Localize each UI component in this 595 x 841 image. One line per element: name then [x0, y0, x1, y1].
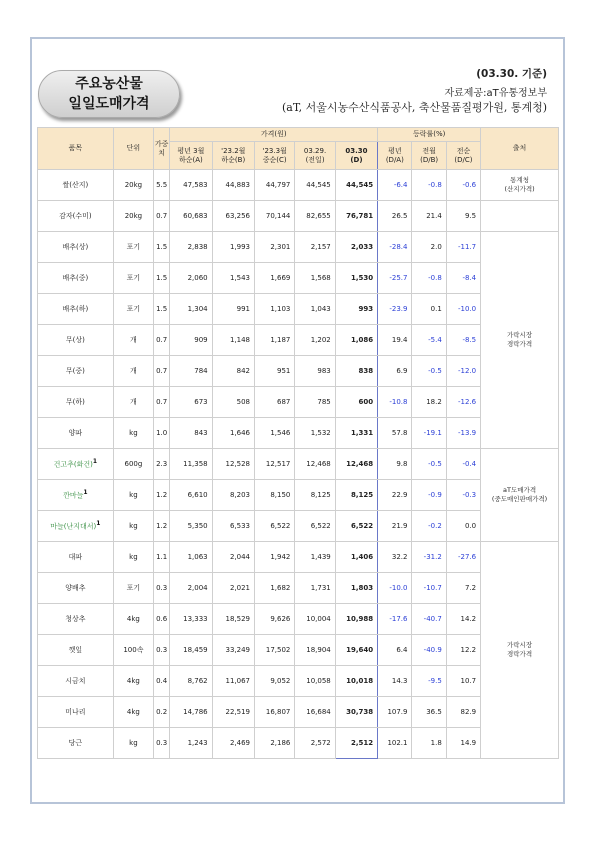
change-vs-period: -8.5 — [446, 325, 480, 356]
change-vs-normal: -10.8 — [378, 387, 412, 418]
price-mid-mar: 951 — [255, 356, 295, 387]
item-unit: 포기 — [113, 294, 153, 325]
header-weight: 가중치 — [154, 128, 170, 170]
price-normal: 2,004 — [170, 573, 212, 604]
change-vs-period: -12.0 — [446, 356, 480, 387]
change-vs-period: -13.9 — [446, 418, 480, 449]
price-normal: 784 — [170, 356, 212, 387]
change-vs-normal: 32.2 — [378, 542, 412, 573]
item-unit: 4kg — [113, 666, 153, 697]
change-vs-month: 1.8 — [412, 728, 446, 759]
item-weight: 0.7 — [154, 325, 170, 356]
price-prev-day: 10,058 — [295, 666, 335, 697]
item-name: 배추(상) — [38, 232, 114, 263]
item-name: 배추(하) — [38, 294, 114, 325]
price-today: 1,086 — [335, 325, 377, 356]
price-mid-mar: 1,103 — [255, 294, 295, 325]
change-vs-period: 10.7 — [446, 666, 480, 697]
header-price-col: '23.2월 하순(B) — [212, 142, 254, 170]
table-row — [38, 666, 559, 697]
change-vs-month: -10.7 — [412, 573, 446, 604]
price-today: 30,738 — [335, 697, 377, 728]
price-prev-day: 2,157 — [295, 232, 335, 263]
item-unit: 포기 — [113, 263, 153, 294]
change-vs-month: -40.7 — [412, 604, 446, 635]
item-unit: 20kg — [113, 201, 153, 232]
price-normal: 843 — [170, 418, 212, 449]
header-price-group: 가격(원) — [170, 128, 378, 142]
header-price-col: '23.3월 중순(C) — [255, 142, 295, 170]
change-vs-period: 12.2 — [446, 635, 480, 666]
price-normal: 5,350 — [170, 511, 212, 542]
item-name: 미나리 — [38, 697, 114, 728]
item-weight: 0.3 — [154, 728, 170, 759]
header-unit: 단위 — [113, 128, 153, 170]
change-vs-normal: 9.8 — [378, 449, 412, 480]
change-vs-normal: 19.4 — [378, 325, 412, 356]
change-vs-month: -0.5 — [412, 356, 446, 387]
price-feb: 1,148 — [212, 325, 254, 356]
price-today: 76,781 — [335, 201, 377, 232]
price-mid-mar: 687 — [255, 387, 295, 418]
footnote-mark: 1 — [96, 520, 101, 528]
item-name: 마늘(난지대서)$^1$ — [38, 511, 114, 542]
header-price-col: 평년 3월 하순(A) — [170, 142, 212, 170]
table-row — [38, 170, 559, 201]
item-weight: 1.5 — [154, 263, 170, 294]
change-vs-month: 18.2 — [412, 387, 446, 418]
price-today: 1,331 — [335, 418, 377, 449]
footnote-mark: 1 — [92, 458, 98, 466]
price-normal: 6,610 — [170, 480, 212, 511]
price-prev-day: 44,545 — [295, 170, 335, 201]
table-row — [38, 604, 559, 635]
price-today: 12,468 — [335, 449, 377, 480]
price-today: 10,988 — [335, 604, 377, 635]
table-row — [38, 480, 559, 511]
price-prev-day: 785 — [295, 387, 335, 418]
price-feb: 8,203 — [212, 480, 254, 511]
price-prev-day: 8,125 — [295, 480, 335, 511]
price-prev-day: 16,684 — [295, 697, 335, 728]
table-row — [38, 263, 559, 294]
change-vs-month: -0.2 — [412, 511, 446, 542]
price-prev-day: 6,522 — [295, 511, 335, 542]
item-name: 배추(중) — [38, 263, 114, 294]
price-mid-mar: 2,301 — [255, 232, 295, 263]
price-normal: 1,063 — [170, 542, 212, 573]
change-vs-normal: 102.1 — [378, 728, 412, 759]
item-name: 깐마늘$^1$ — [38, 480, 114, 511]
change-vs-month: 0.1 — [412, 294, 446, 325]
item-unit: 포기 — [113, 573, 153, 604]
item-weight: 0.7 — [154, 387, 170, 418]
price-table — [37, 127, 559, 759]
price-mid-mar: 1,942 — [255, 542, 295, 573]
price-mid-mar: 16,807 — [255, 697, 295, 728]
item-weight: 0.6 — [154, 604, 170, 635]
price-today: 600 — [335, 387, 377, 418]
change-vs-period: 0.0 — [446, 511, 480, 542]
item-name: 무(중) — [38, 356, 114, 387]
table-row — [38, 697, 559, 728]
price-normal: 11,358 — [170, 449, 212, 480]
header-item: 품목 — [38, 128, 114, 170]
change-vs-month: 2.0 — [412, 232, 446, 263]
item-unit: 4kg — [113, 697, 153, 728]
item-unit: 개 — [113, 325, 153, 356]
price-today: 993 — [335, 294, 377, 325]
data-provider: 자료제공:aT유통정보부 — [444, 88, 547, 99]
table-row — [38, 294, 559, 325]
item-weight: 0.4 — [154, 666, 170, 697]
change-vs-normal: -17.6 — [378, 604, 412, 635]
price-feb: 991 — [212, 294, 254, 325]
price-normal: 1,243 — [170, 728, 212, 759]
change-vs-month: 21.4 — [412, 201, 446, 232]
item-weight: 0.2 — [154, 697, 170, 728]
change-vs-normal: 21.9 — [378, 511, 412, 542]
price-feb: 22,519 — [212, 697, 254, 728]
item-name: 감자(수미) — [38, 201, 114, 232]
change-vs-normal: 107.9 — [378, 697, 412, 728]
price-normal: 47,583 — [170, 170, 212, 201]
table-row — [38, 325, 559, 356]
price-normal: 1,304 — [170, 294, 212, 325]
item-weight: 0.7 — [154, 201, 170, 232]
data-sources: (aT, 서울시농수산식품공사, 축산물품질평가원, 통계청) — [282, 101, 547, 114]
table-row — [38, 573, 559, 604]
item-unit: 20kg — [113, 170, 153, 201]
item-unit: 4kg — [113, 604, 153, 635]
item-name: 양파 — [38, 418, 114, 449]
price-prev-day: 10,004 — [295, 604, 335, 635]
price-prev-day: 82,655 — [295, 201, 335, 232]
price-feb: 1,993 — [212, 232, 254, 263]
price-mid-mar: 1,187 — [255, 325, 295, 356]
price-prev-day: 1,439 — [295, 542, 335, 573]
price-feb: 2,021 — [212, 573, 254, 604]
change-vs-period: -12.6 — [446, 387, 480, 418]
price-prev-day: 983 — [295, 356, 335, 387]
item-weight: 1.1 — [154, 542, 170, 573]
price-prev-day: 1,731 — [295, 573, 335, 604]
header-source: 출처 — [481, 128, 559, 170]
price-feb: 63,256 — [212, 201, 254, 232]
item-unit: kg — [113, 542, 153, 573]
change-vs-month: -0.9 — [412, 480, 446, 511]
change-vs-month: -31.2 — [412, 542, 446, 573]
item-unit: 개 — [113, 387, 153, 418]
price-today: 8,125 — [335, 480, 377, 511]
change-vs-normal: -6.4 — [378, 170, 412, 201]
item-name: 청상추 — [38, 604, 114, 635]
as-of-date: (03.30. 기준) — [476, 68, 547, 80]
price-feb: 2,469 — [212, 728, 254, 759]
source-cell: 가락시장 경락가격 — [481, 232, 559, 449]
change-vs-normal: 57.8 — [378, 418, 412, 449]
price-today: 1,803 — [335, 573, 377, 604]
table-row — [38, 356, 559, 387]
item-unit: 100속 — [113, 635, 153, 666]
price-feb: 44,883 — [212, 170, 254, 201]
change-vs-normal: 14.3 — [378, 666, 412, 697]
item-name: 시금치 — [38, 666, 114, 697]
item-weight: 5.5 — [154, 170, 170, 201]
table-row — [38, 728, 559, 759]
title-line-1: 주요농산물 — [75, 76, 143, 92]
item-weight: 0.3 — [154, 635, 170, 666]
price-normal: 909 — [170, 325, 212, 356]
change-vs-period: -10.0 — [446, 294, 480, 325]
change-vs-period: 7.2 — [446, 573, 480, 604]
price-feb: 1,646 — [212, 418, 254, 449]
price-mid-mar: 9,626 — [255, 604, 295, 635]
item-unit: 개 — [113, 356, 153, 387]
price-feb: 842 — [212, 356, 254, 387]
price-prev-day: 1,202 — [295, 325, 335, 356]
title-line-2: 일일도매가격 — [68, 96, 150, 112]
price-today: 44,545 — [335, 170, 377, 201]
price-mid-mar: 44,797 — [255, 170, 295, 201]
change-vs-period: 82.9 — [446, 697, 480, 728]
item-name: 당근 — [38, 728, 114, 759]
price-mid-mar: 2,186 — [255, 728, 295, 759]
price-feb: 1,543 — [212, 263, 254, 294]
item-name: 대파 — [38, 542, 114, 573]
change-vs-normal: 6.9 — [378, 356, 412, 387]
change-vs-normal: -25.7 — [378, 263, 412, 294]
change-vs-period: -11.7 — [446, 232, 480, 263]
price-mid-mar: 1,682 — [255, 573, 295, 604]
price-today: 1,406 — [335, 542, 377, 573]
change-vs-month: -0.8 — [412, 170, 446, 201]
price-today: 1,530 — [335, 263, 377, 294]
change-vs-normal: 26.5 — [378, 201, 412, 232]
price-prev-day: 1,532 — [295, 418, 335, 449]
price-feb: 508 — [212, 387, 254, 418]
price-feb: 12,528 — [212, 449, 254, 480]
price-prev-day: 18,904 — [295, 635, 335, 666]
header-change-col: 전순 (D/C) — [446, 142, 480, 170]
price-mid-mar: 70,144 — [255, 201, 295, 232]
price-mid-mar: 12,517 — [255, 449, 295, 480]
price-mid-mar: 17,502 — [255, 635, 295, 666]
change-vs-period: -8.4 — [446, 263, 480, 294]
price-today: 19,640 — [335, 635, 377, 666]
change-vs-month: -0.8 — [412, 263, 446, 294]
price-feb: 33,249 — [212, 635, 254, 666]
change-vs-period: -0.4 — [446, 449, 480, 480]
price-normal: 673 — [170, 387, 212, 418]
price-feb: 2,044 — [212, 542, 254, 573]
item-name: 깻잎 — [38, 635, 114, 666]
header-price-col: 03.30 (D) — [335, 142, 377, 170]
price-mid-mar: 8,150 — [255, 480, 295, 511]
price-prev-day: 1,568 — [295, 263, 335, 294]
table-row — [38, 511, 559, 542]
change-vs-period: -27.6 — [446, 542, 480, 573]
price-normal: 18,459 — [170, 635, 212, 666]
price-mid-mar: 1,669 — [255, 263, 295, 294]
item-name: 양배추 — [38, 573, 114, 604]
change-vs-month: -5.4 — [412, 325, 446, 356]
header-change-col: 전월 (D/B) — [412, 142, 446, 170]
item-weight: 1.2 — [154, 480, 170, 511]
item-weight: 0.7 — [154, 356, 170, 387]
source-cell: 통계청 (산지가격) — [481, 170, 559, 201]
item-weight: 2.3 — [154, 449, 170, 480]
table-row — [38, 635, 559, 666]
item-unit: kg — [113, 418, 153, 449]
price-normal: 13,333 — [170, 604, 212, 635]
price-normal: 2,838 — [170, 232, 212, 263]
item-weight: 1.2 — [154, 511, 170, 542]
title-badge — [38, 70, 180, 118]
change-vs-month: -0.5 — [412, 449, 446, 480]
change-vs-normal: 6.4 — [378, 635, 412, 666]
item-unit: 600g — [113, 449, 153, 480]
item-weight: 1.5 — [154, 294, 170, 325]
change-vs-normal: 22.9 — [378, 480, 412, 511]
header-price-col: 03.29. (전일) — [295, 142, 335, 170]
change-vs-normal: -28.4 — [378, 232, 412, 263]
change-vs-month: -9.5 — [412, 666, 446, 697]
change-vs-month: -19.1 — [412, 418, 446, 449]
price-normal: 8,762 — [170, 666, 212, 697]
item-unit: kg — [113, 480, 153, 511]
item-unit: 포기 — [113, 232, 153, 263]
price-today: 6,522 — [335, 511, 377, 542]
item-weight: 1.0 — [154, 418, 170, 449]
table-row — [38, 387, 559, 418]
price-feb: 11,067 — [212, 666, 254, 697]
change-vs-period: 14.2 — [446, 604, 480, 635]
item-name: 건고추(화건)$^1$ — [38, 449, 114, 480]
change-vs-period: 9.5 — [446, 201, 480, 232]
price-feb: 6,533 — [212, 511, 254, 542]
price-prev-day: 12,468 — [295, 449, 335, 480]
table-row — [38, 542, 559, 573]
price-normal: 14,786 — [170, 697, 212, 728]
price-mid-mar: 9,052 — [255, 666, 295, 697]
table-row — [38, 449, 559, 480]
item-name: 무(상) — [38, 325, 114, 356]
price-normal: 60,683 — [170, 201, 212, 232]
table-row — [38, 418, 559, 449]
item-name: 무(하) — [38, 387, 114, 418]
change-vs-period: -0.3 — [446, 480, 480, 511]
price-normal: 2,060 — [170, 263, 212, 294]
change-vs-month: -40.9 — [412, 635, 446, 666]
source-cell — [481, 201, 559, 232]
item-weight: 1.5 — [154, 232, 170, 263]
change-vs-period: 14.9 — [446, 728, 480, 759]
header-change-col: 평년 (D/A) — [378, 142, 412, 170]
table-row — [38, 201, 559, 232]
price-today: 2,512 — [335, 728, 377, 759]
price-prev-day: 1,043 — [295, 294, 335, 325]
price-today: 838 — [335, 356, 377, 387]
change-vs-normal: -23.9 — [378, 294, 412, 325]
table-row — [38, 232, 559, 263]
price-feb: 18,529 — [212, 604, 254, 635]
price-today: 10,018 — [335, 666, 377, 697]
price-mid-mar: 1,546 — [255, 418, 295, 449]
item-weight: 0.3 — [154, 573, 170, 604]
header-change-group: 등락률(%) — [378, 128, 481, 142]
item-name: 쌀(산지) — [38, 170, 114, 201]
source-cell: 가락시장 경락가격 — [481, 542, 559, 759]
footnote-mark: 1 — [83, 489, 88, 497]
change-vs-period: -0.6 — [446, 170, 480, 201]
change-vs-month: 36.5 — [412, 697, 446, 728]
source-cell: aT도매가격 (중도매인판매가격) — [481, 449, 559, 542]
price-prev-day: 2,572 — [295, 728, 335, 759]
price-mid-mar: 6,522 — [255, 511, 295, 542]
price-today: 2,033 — [335, 232, 377, 263]
item-unit: kg — [113, 511, 153, 542]
change-vs-normal: -10.0 — [378, 573, 412, 604]
item-unit: kg — [113, 728, 153, 759]
